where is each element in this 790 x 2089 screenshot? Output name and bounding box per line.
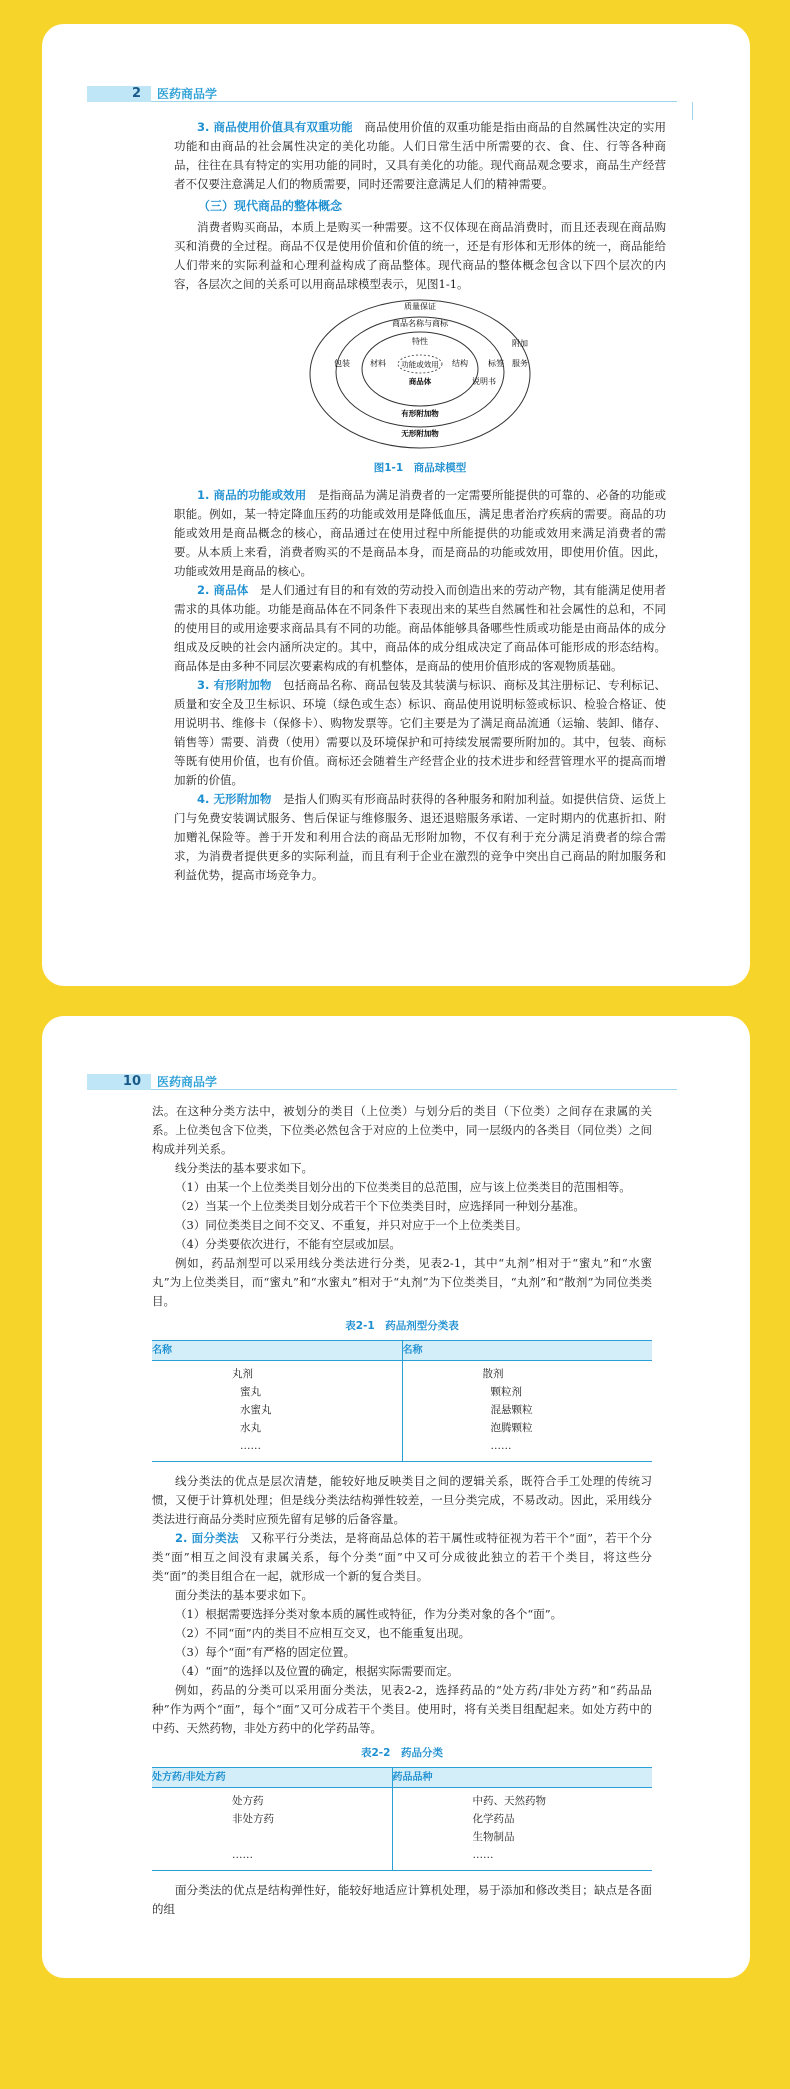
table-header-cell: 名称 <box>402 1341 652 1361</box>
label-name-brand: 商品名称与商标 <box>392 319 448 328</box>
paragraph-intro: 消费者购买商品，本质上是购买一种需要。这不仅体现在商品消费时，而且还表现在商品购买和消费的全过程。商品不仅是使用价值和价值的统一，还是有形体和无形体的统一，商品能给人们带来的实际利益和心理利益构成了商品整体。现代商品的整体概念包含以下四个层次的内容，各层次之间的关系可以用商品球模型表示，见图1-1。 <box>174 220 666 291</box>
table-cell: 生物制品 <box>472 1831 515 1843</box>
label-packaging: 包装 <box>334 359 350 368</box>
label-core: 商品体 <box>408 377 432 386</box>
table-cell: 散剂 <box>482 1368 504 1380</box>
table-drug-classification <box>152 1767 652 1871</box>
paragraph-continued: 法。在这种分类方法中，被划分的类目（上位类）与划分后的类目（下位类）之间存在隶属的关系。上位类包含下位类，下位类必然包含于对应的上位类中，同一层级内的各类目（同位类）之间构成并列关系。 <box>152 1104 652 1156</box>
table-cell: 混悬颗粒 <box>490 1404 533 1416</box>
running-header <box>87 1074 677 1090</box>
paragraph-item-4 <box>174 790 666 885</box>
label-structure: 结构 <box>452 359 468 368</box>
table-header-cell: 药品品种 <box>392 1768 652 1788</box>
table-2-caption: 表2-2 药品分类 <box>361 1747 443 1759</box>
running-header <box>87 86 677 102</box>
table-column-right <box>402 1361 652 1462</box>
table-cell: 中药、天然药物 <box>472 1795 546 1807</box>
table-header-cell: 处方药/非处方药 <box>152 1768 392 1788</box>
paragraph-item-2 <box>174 581 666 676</box>
paragraph-example-2: 例如，药品的分类可以采用面分类法，见表2-2，选择药品的“处方药/非处方药”和“药品品种”作为两个“面”，每个“面”又可分成若干个类目。使用时，将有关类目组配起来。如处方药中的中药、天然药物，非处方药中的化学药品等。 <box>152 1683 652 1735</box>
label-manual: 说明书 <box>472 377 496 386</box>
label-delivery: 附加 <box>512 339 528 348</box>
label-service: 服务 <box>512 359 528 368</box>
paragraph-item-3 <box>174 676 666 790</box>
label-intangible: 无形附加物 <box>401 429 439 438</box>
header-rule <box>151 1089 677 1090</box>
book-page-1 <box>42 24 750 986</box>
paragraph-text: 商品使用价值的双重功能是指由商品的自然属性决定的实用功能和由商品的社会属性决定的美化功能。人们日常生活中所需要的衣、食、住、行等各种商品，往往在具有特定的实用功能的同时，又具有美化的功能。现代商品观念要求，商品生产经营者不仅要注意满足人们的物质需要，同时还需要注意满足人们的精神需要。 <box>174 120 667 191</box>
table-cell: …… <box>240 1440 261 1452</box>
paragraph-line-classification: 线分类法的优点是层次清楚，能较好地反映类目之间的逻辑关系，既符合手工处理的传统习惯，又便于计算机处理；但是线分类法结构弹性较差，一旦分类完成，不易改动。因此，采用线分类法进行商品分类时应预先留有足够的后备容量。 <box>152 1474 652 1526</box>
item-text: 是指商品为满足消费者的一定需要所能提供的可靠的、必备的功能或职能。例如，某一特定降血压药的功能或效用是降低血压，满足患者治疗疾病的需要。商品的功能或效用是商品概念的核心，商品通过在使用过程中所能提供的功能或效用来满足消费者的需要。从本质上来看，消费者购买的不是商品本身，而是商品的功能或效用，即使用价值。因此，功能或效用是商品的核心。 <box>174 488 667 578</box>
requirement-item: （2）不同“面”内的类目不应相互交叉，也不能重复出现。 <box>175 1626 471 1640</box>
table-header-cell: 名称 <box>152 1341 402 1361</box>
paragraph-face-pros-cons: 面分类法的优点是结构弹性好，能较好地适应计算机处理，易于添加和修改类目；缺点是各面的组 <box>152 1883 652 1916</box>
page-1-body <box>174 118 666 885</box>
label-label: 标签 <box>488 359 504 368</box>
item-heading: 3. 有形附加物 <box>197 678 272 692</box>
paragraph-example-1: 例如，药品剂型可以采用线分类法进行分类，见表2-1，其中“丸剂”相对于“蜜丸”和“水蜜丸”为上位类类目，而“蜜丸”和“水蜜丸”相对于“丸剂”为下位类类目，“丸剂”和“散剂”为同位类类目。 <box>152 1256 652 1308</box>
item-heading: 4. 无形附加物 <box>197 792 272 806</box>
item-heading: 2. 商品体 <box>197 583 249 597</box>
table-dosage-forms <box>152 1340 652 1462</box>
requirement-item: （2）当某一个上位类类目划分成若干个下位类类目时，应选择同一种划分基准。 <box>175 1199 585 1213</box>
table-cell: …… <box>490 1440 512 1452</box>
requirement-item: （3）同位类类目之间不交叉、不重复，并只对应于一个上位类类目。 <box>175 1218 528 1232</box>
table-cell: 泡腾颗粒 <box>490 1422 533 1434</box>
requirements-intro: 线分类法的基本要求如下。 <box>175 1161 313 1175</box>
table-cell: 处方药 <box>232 1795 264 1807</box>
page-number: 10 <box>122 1074 141 1089</box>
requirement-item: （4）分类要依次进行，不能有空层或加层。 <box>175 1237 401 1251</box>
table-cell <box>232 1828 392 1846</box>
requirement-item: （1）由某一个上位类类目划分出的下位类类目的总范围，应与该上位类类目的范围相等。 <box>175 1180 631 1194</box>
table-cell: …… <box>232 1849 253 1861</box>
table-column-left <box>152 1361 402 1462</box>
table-cell: …… <box>472 1849 494 1861</box>
table-column-right <box>392 1788 652 1871</box>
item-text: 又称平行分类法，是将商品总体的若干属性或特征视为若干个“面”，若干个分类“面”相互之间没有隶属关系，每个分类“面”中又可分成彼此独立的若干个类目，将这些分类“面”的类目组合在一起，就形成一个新的复合类目。 <box>152 1531 652 1583</box>
book-page-2 <box>42 1016 750 1978</box>
paragraph-heading: 3. 商品使用价值具有双重功能 <box>197 120 353 134</box>
commodity-ball-diagram <box>174 298 666 453</box>
face-requirements-intro: 面分类法的基本要求如下。 <box>175 1588 313 1602</box>
table-cell: 水丸 <box>240 1422 261 1434</box>
item-text: 是指人们购买有形商品时获得的各种服务和附加利益。如提供信贷、运货上门与免费安装调试服务、售后保证与维修服务、退还退赔服务承诺、一定时期内的优惠折扣、附加赠礼保险等。善于开发和利用合法的商品无形附加物，不仅有利于充分满足消费者的综合需求，为消费者提供更多的实际利益，而且有利于企业在激烈的竞争中突出自己商品的附加服务和利益优势，提高市场竞争力。 <box>174 792 667 882</box>
label-feature: 特性 <box>412 337 428 346</box>
table-column-left <box>152 1788 392 1871</box>
page-number: 2 <box>131 86 141 101</box>
item-heading: 1. 商品的功能或效用 <box>197 488 307 502</box>
requirement-item: （1）根据需要选择分类对象本质的属性或特征，作为分类对象的各个“面”。 <box>175 1607 563 1621</box>
label-tangible: 有形附加物 <box>401 409 439 418</box>
label-function: 功能或效用 <box>401 360 439 369</box>
page-2-body <box>152 1102 652 1919</box>
table-cell: 蜜丸 <box>240 1386 261 1398</box>
figure-caption: 图1-1 商品球模型 <box>373 462 467 474</box>
label-material: 材料 <box>370 359 386 368</box>
table-1-caption: 表2-1 药品剂型分类表 <box>345 1320 459 1332</box>
table-cell: 非处方药 <box>232 1813 274 1825</box>
paragraph-dual-function <box>174 118 666 194</box>
table-cell: 水蜜丸 <box>240 1404 272 1416</box>
section-heading: （三）现代商品的整体概念 <box>198 199 343 213</box>
table-cell: 丸剂 <box>232 1368 253 1380</box>
label-quality: 质量保证 <box>404 302 436 311</box>
book-title: 医药商品学 <box>157 1075 218 1089</box>
item-text: 是人们通过有目的和有效的劳动投入而创造出来的劳动产物，其有能满足使用者需求的具体功能。功能是商品体在不同条件下表现出来的某些自然属性和社会属性的总和，不同的使用目的或用途要求商品具有不同的功能。商品体能够具备哪些性质或功能是由商品体的成分组成及反映的社会内涵所决定的。其中，商品体的成分组成决定了商品体可能形成的形态结构。商品体是由多种不同层次要素构成的有机整体，是商品的使用价值形成的客观物质基础。 <box>174 583 666 673</box>
requirement-item: （3）每个“面”有严格的固定位置。 <box>175 1645 356 1659</box>
diagram-svg <box>174 298 666 453</box>
paragraph-face-classification <box>152 1529 652 1586</box>
side-marker <box>692 102 693 120</box>
table-cell: 颗粒剂 <box>490 1386 522 1398</box>
book-title: 医药商品学 <box>157 87 218 101</box>
header-rule <box>151 101 677 102</box>
table-cell: 化学药品 <box>472 1813 515 1825</box>
item-heading: 2. 面分类法 <box>175 1531 239 1545</box>
requirement-item: （4）“面”的选择以及位置的确定，根据实际需要而定。 <box>175 1664 459 1678</box>
paragraph-item-1 <box>174 486 666 581</box>
item-text: 包括商品名称、商品包装及其装潢与标识、商标及其注册标记、专利标记、质量和安全及卫生标识、环境（绿色或生态）标识、商品使用说明标签或标识、检验合格证、使用说明书、维修卡（保修卡）、购物发票等。它们主要是为了满足商品流通（运输、装卸、储存、销售等）需要、消费（使用）需要以及环境保护和可持续发展需要所附加的。其中，包装、商标等既有使用价值，也有价值。商标还会随着生产经营企业的技术进步和经营管理水平的提高而增加新的价值。 <box>174 678 667 787</box>
